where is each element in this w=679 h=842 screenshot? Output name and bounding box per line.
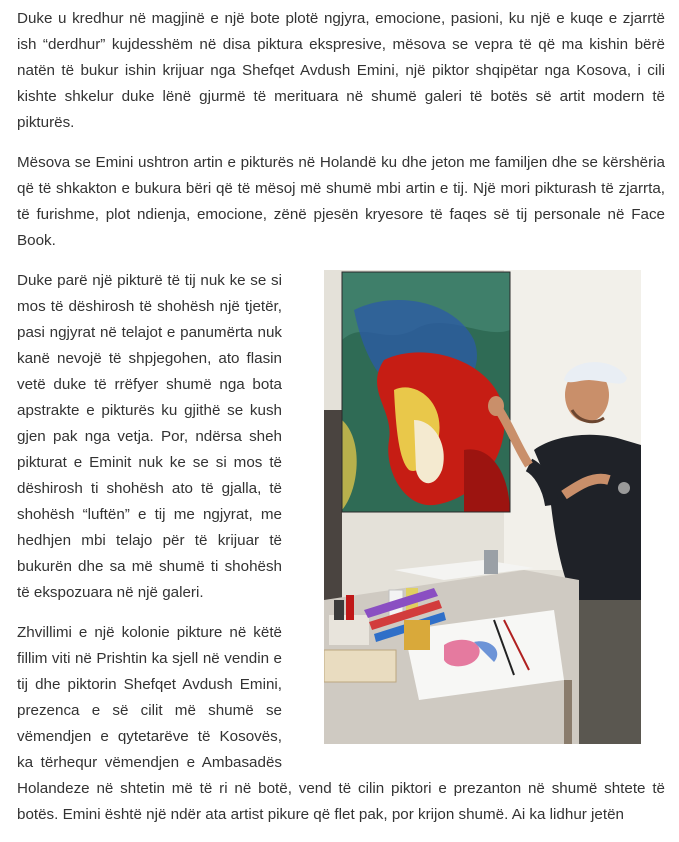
article-body xyxy=(17,6,665,842)
article-paragraph-2: Mësova se Emini ushtron artin e pikturës në Holandë ku dhe jeton me familjen dhe se kërshëria që të shkakton e bukura bëri që të mësoj më shumë mbi artin e tij. Një mori pikturash të zjarrta, të furishme, plot ndienja, emocione, zënë pjesën kryesore të faqes së tij personale në Face Book. xyxy=(17,154,665,249)
article-paragraph-4: Zhvillimi e një kolonie pikture në këtë fillim viti në Prishtin ka sjell në vendin e tij dhe piktorin Shefqet Avdush Emini, prezenca e së cilit më shumë se vëmendjen e qytetarëve të Kosovës, ka tërhequr vëmendjen e Ambasadës Holandeze në shtetin më të ri në botë, vend të cilin piktori e prezanton në shumë shtete të botës. Emini është një ndër ata artist pikure që flet pak, por krijon shumë. Ai ka lidhur jetën xyxy=(17,624,665,823)
abstract-painting xyxy=(342,272,510,512)
painter-photo xyxy=(324,270,641,744)
article-paragraph-1: Duke u kredhur në magjinë e një bote plotë ngjyra, emocione, pasioni, ku një e kuqe e zjarrtë ish “derdhur” kujdesshëm në disa piktura ekspresive, mësova se vepra të që ma kishin bërë natën të bukur ishin krijuar nga Shefqet Avdush Emini, një piktor shqipëtar nga Kosova, i cili kishte shkelur duke lënë gjurmë të merituara në shumë galeri të botës së artit modern të pikturës. xyxy=(17,10,665,131)
article-paragraph-3: Duke parë një pikturë të tij nuk ke se si mos të dëshirosh të shohësh një tjetër, pasi ngjyrat në telajot e panumërta nuk kanë nevojë të shpjegohen, ato flasin vetë duke të rrëfyer shumë nga bota apstrakte e pikturës ku gjithë se kush gjen pak nga vetja. Por, ndërsa sheh pikturat e Eminit nuk ke se si mos të dëshirosh ti shohësh ato të gjalla, të shohësh “luftën” e tij me ngjyrat, me hedhjen mbi telajo për të krijuar të bukurën dhe sa më shumë ti shohësh të ekspozuara në një galeri. xyxy=(17,272,282,601)
